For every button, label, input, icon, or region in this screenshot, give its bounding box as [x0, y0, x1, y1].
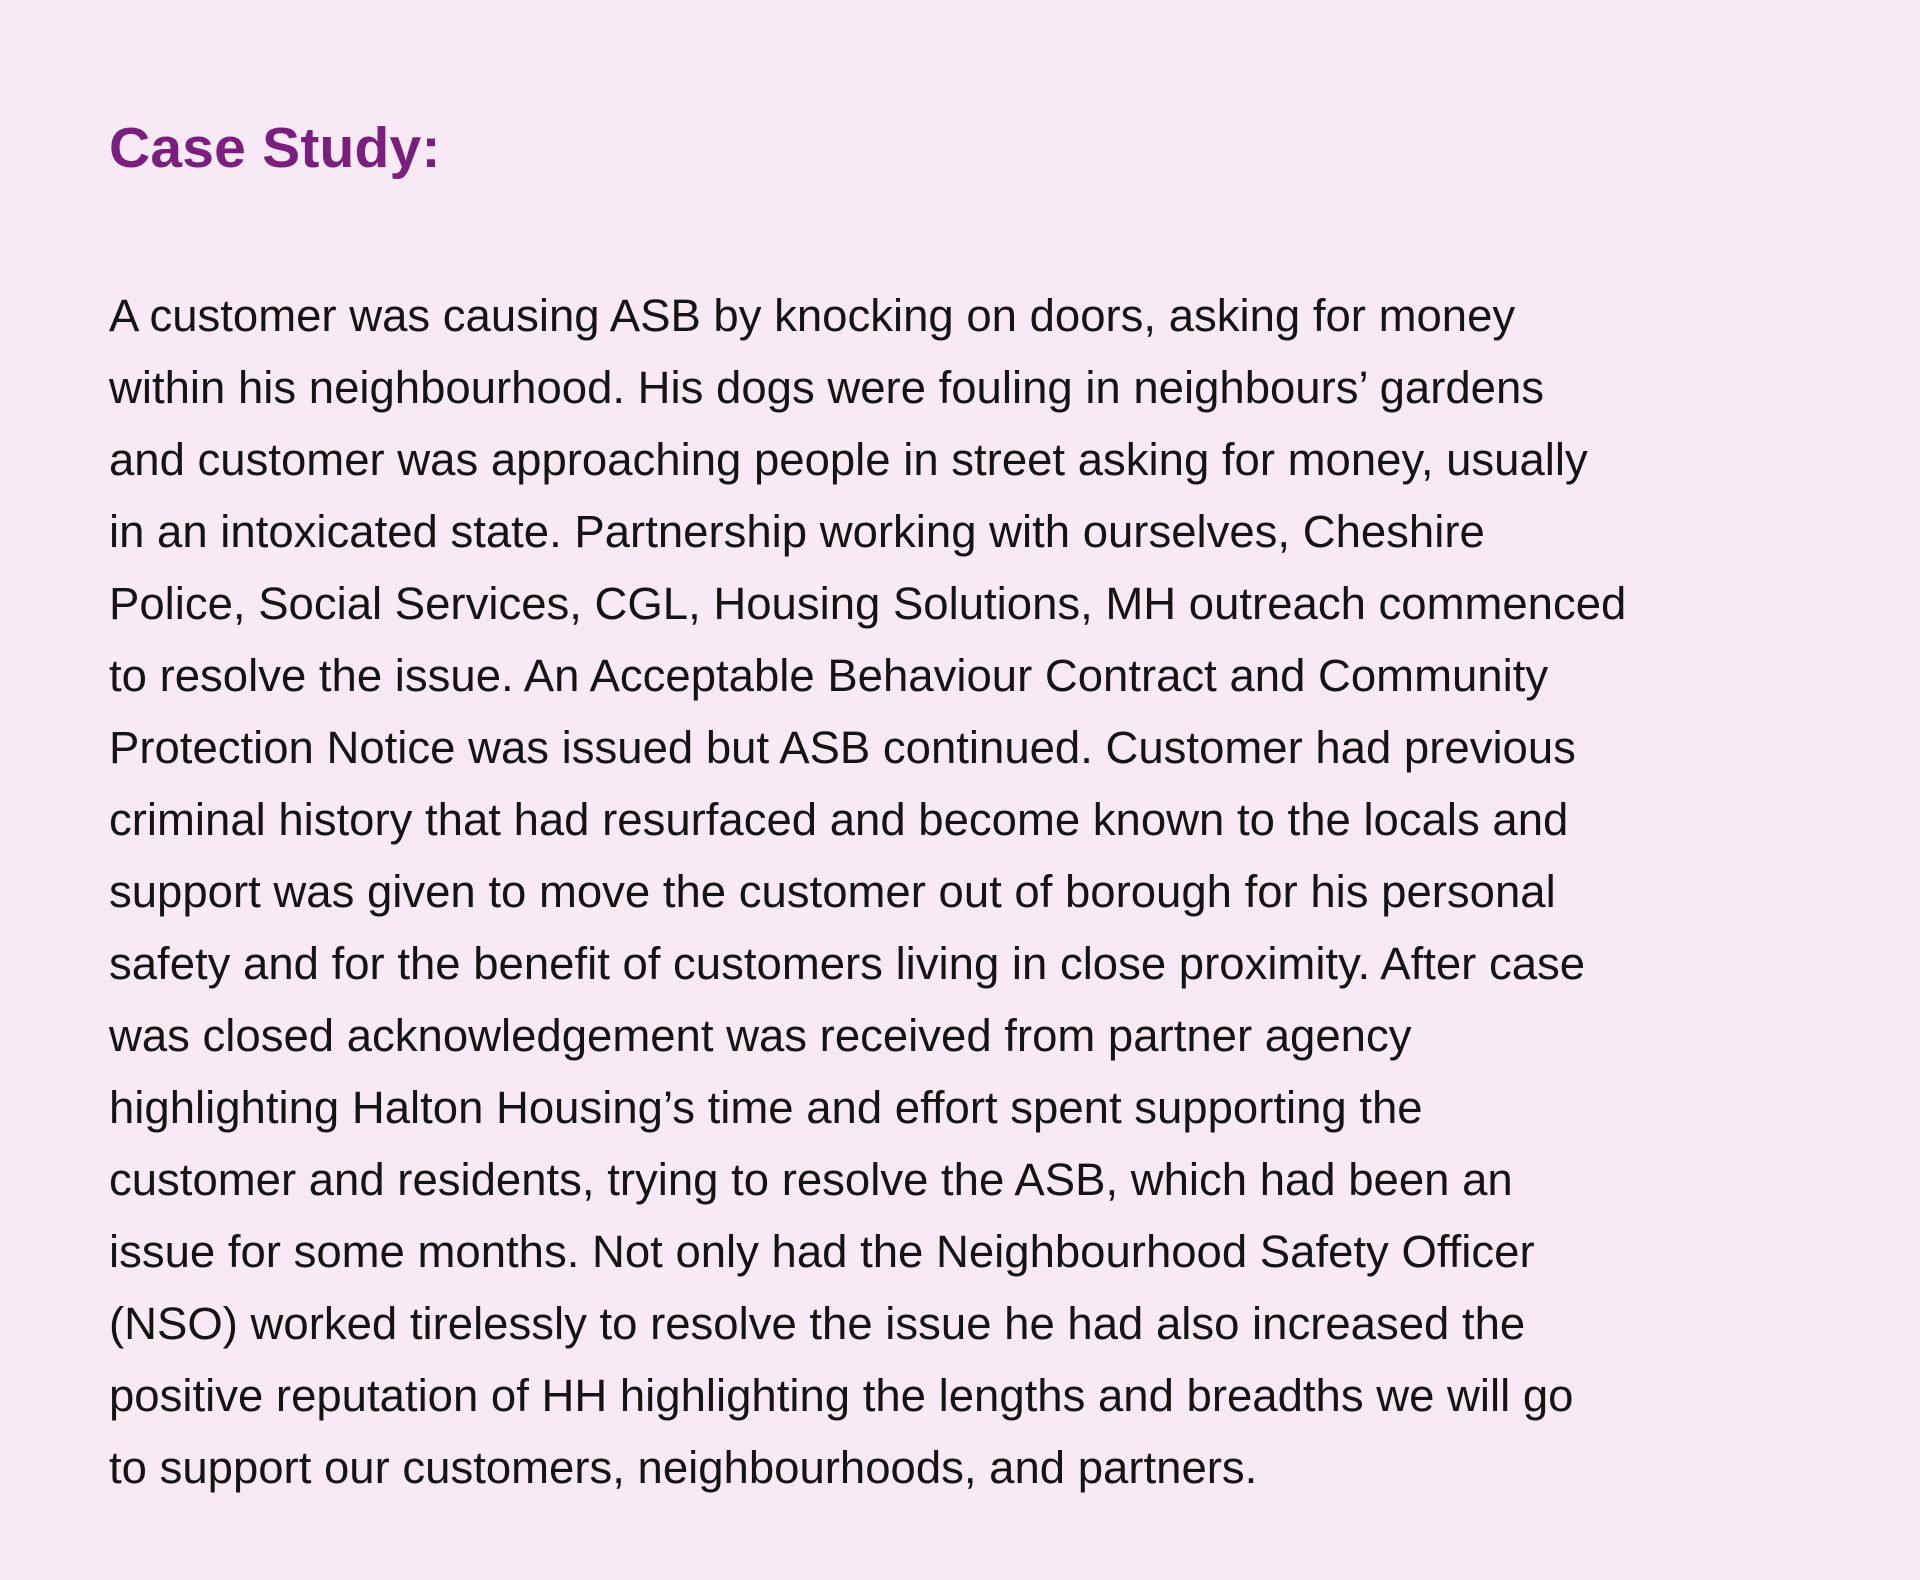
body-line: criminal history that had resurfaced and become known to the locals and [109, 794, 1569, 845]
body-line: issue for some months. Not only had the Neighbourhood Safety Officer [109, 1226, 1535, 1277]
body-line: support was given to move the customer out of borough for his personal [109, 866, 1556, 917]
body-line: to resolve the issue. An Acceptable Behaviour Contract and Community [109, 650, 1549, 701]
body-line: A customer was causing ASB by knocking on doors, asking for money [109, 290, 1516, 341]
body-line: Protection Notice was issued but ASB continued. Customer had previous [109, 722, 1576, 773]
body-line: within his neighbourhood. His dogs were fouling in neighbours’ gardens [109, 362, 1545, 413]
body-line: highlighting Halton Housing’s time and effort spent supporting the [109, 1082, 1423, 1133]
body-line: to support our customers, neighbourhoods, and partners. [109, 1442, 1258, 1493]
body-line: Police, Social Services, CGL, Housing Solutions, MH outreach commenced [109, 578, 1627, 629]
case-study-body [109, 280, 1820, 1504]
body-line: (NSO) worked tirelessly to resolve the issue he had also increased the [109, 1298, 1526, 1349]
body-line: customer and residents, trying to resolve the ASB, which had been an [109, 1154, 1513, 1205]
body-line: positive reputation of HH highlighting the lengths and breadths we will go [109, 1370, 1574, 1421]
body-line: and customer was approaching people in street asking for money, usually [109, 434, 1588, 485]
case-study-heading: Case Study: [109, 116, 441, 180]
body-line: safety and for the benefit of customers living in close proximity. After case [109, 938, 1586, 989]
body-line: in an intoxicated state. Partnership working with ourselves, Cheshire [109, 506, 1485, 557]
body-line: was closed acknowledgement was received from partner agency [109, 1010, 1412, 1061]
